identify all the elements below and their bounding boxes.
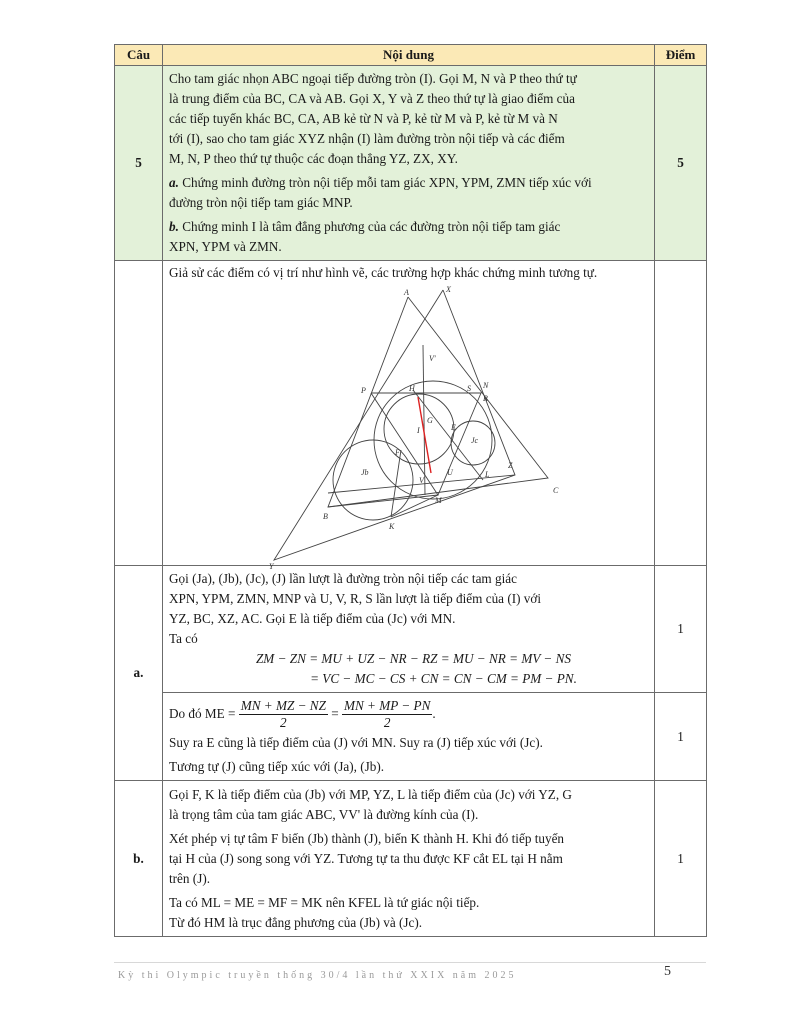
figure-cau-empty — [115, 261, 163, 566]
solution-a2-content — [163, 693, 655, 781]
solution-a1-points: 1 — [655, 566, 707, 693]
part-a-line: Chứng minh đường tròn nội tiếp mỗi tam giác XPN, YPM, ZMN tiếp xúc với — [182, 175, 592, 190]
answer-table — [114, 44, 707, 937]
part-b-line: XPN, YPM và ZMN. — [169, 239, 282, 254]
label-M: M — [435, 496, 442, 505]
solution-a1-content — [163, 566, 655, 693]
header-diem: Điểm — [655, 45, 707, 66]
label-R: R — [483, 394, 488, 403]
label-V: V — [419, 476, 424, 485]
label-Y: Y — [269, 562, 274, 570]
part-b-question — [169, 217, 648, 237]
label-H: H — [409, 384, 415, 393]
equation-1: ZM − ZN = MU + UZ − NR − RZ = MU − NR = MV − NS — [255, 651, 572, 666]
problem-row — [115, 66, 707, 261]
label-B: B — [323, 512, 328, 521]
header-noi-dung: Nội dung — [163, 45, 655, 66]
figure-cell — [163, 261, 655, 570]
footer-text: Kỳ thi Olympic truyền thống 30/4 lần thứ XXIX năm 2025 — [118, 970, 517, 981]
label-I: I — [417, 426, 420, 435]
part-a-question — [169, 173, 648, 193]
solution-a1-line: Gọi (Ja), (Jb), (Jc), (J) lần lượt là đường tròn nội tiếp các tam giác — [169, 571, 517, 586]
part-a-label: a. — [169, 175, 179, 190]
part-b-label: b. — [169, 219, 179, 234]
page-number: 5 — [664, 964, 671, 979]
label-L: L — [485, 470, 490, 479]
label-E: E — [451, 423, 456, 432]
line-b-m — [328, 495, 438, 507]
label-N: N — [483, 381, 489, 390]
line-hl — [413, 390, 483, 480]
do-do-text: Do đó ME = — [169, 706, 236, 721]
label-A: A — [404, 288, 409, 297]
fraction-1-den: 2 — [280, 715, 287, 731]
fraction-1 — [239, 698, 328, 731]
label-Vp: V' — [429, 354, 436, 363]
problem-statement — [163, 66, 655, 261]
figure-diem-empty — [655, 261, 707, 566]
fraction-2 — [342, 698, 432, 731]
footer-divider — [114, 962, 706, 963]
solution-b-line: Xét phép vị tự tâm F biến (Jb) thành (J), biến K thành H. Khi đó tiếp tuyến — [169, 831, 565, 847]
problem-points: 5 — [655, 66, 707, 261]
problem-number: 5 — [115, 66, 163, 261]
fraction-2-den: 2 — [383, 715, 391, 731]
solution-a2-line: Tương tự (J) cũng tiếp xúc với (Ja), (Jb). — [169, 759, 385, 775]
problem-line: tới (I), sao cho tam giác XYZ nhận (I) làm đường tròn nội tiếp và các điểm — [169, 131, 565, 146]
solution-a1-line: YZ, BC, XZ, AC. Gọi E là tiếp điểm của (Jc) với MN. — [169, 611, 456, 626]
me-formula: Do đó ME = $\frac{MN + MZ - NZ}{2}$ = $\frac{MN + MP - PN}{2}$ . — [169, 698, 436, 731]
problem-line: là trung điểm của BC, CA và AB. Gọi X, Y và Z theo thứ tự là giao điểm của — [169, 91, 575, 106]
solution-b-line: Từ đó HM là trục đẳng phương của (Jb) và (Jc). — [169, 915, 423, 931]
label-Jb: Jb — [361, 468, 369, 477]
solution-b-content — [163, 781, 655, 937]
solution-a2-points: 1 — [655, 693, 707, 781]
solution-a-label: a. — [115, 566, 163, 781]
solution-a1-line: XPN, YPM, ZMN, MNP và U, V, R, S lần lượt là tiếp điểm của (I) với — [169, 591, 542, 606]
solution-a1-row — [115, 566, 707, 693]
triangle-xyz — [274, 290, 515, 560]
label-P: P — [361, 386, 366, 395]
solution-a2-line: Suy ra E cũng là tiếp điểm của (J) với MN. Suy ra (J) tiếp xúc với (Jc). — [169, 735, 543, 751]
label-F: F — [395, 448, 400, 457]
fraction-1-num: MN + MZ − NZ — [240, 698, 326, 714]
solution-b-line: trên (J). — [169, 871, 211, 887]
label-G: G — [427, 416, 433, 425]
part-b-line: Chứng minh I là tâm đẳng phương của các đường tròn nội tiếp tam giác — [182, 219, 561, 234]
solution-b-row — [115, 781, 707, 937]
problem-line: M, N, P theo thứ tự thuộc các đoạn thẳng YZ, ZX, XY. — [169, 151, 458, 166]
label-X: X — [446, 285, 451, 294]
fraction-2-num: MN + MP − PN — [343, 698, 431, 714]
table-header-row — [115, 45, 707, 66]
problem-line: Cho tam giác nhọn ABC ngoại tiếp đường tròn (I). Gọi M, N và P theo thứ tự — [169, 71, 577, 86]
header-cau: Câu — [115, 45, 163, 66]
figure-caption: Giả sử các điểm có vị trí như hình vẽ, các trường hợp khác chứng minh tương tự. — [169, 265, 598, 280]
label-U: U — [447, 468, 453, 477]
solution-b-line: là trọng tâm của tam giác ABC, VV' là đường kính của (I). — [169, 807, 479, 823]
solution-b-line: tại H của (J) song song với YZ. Tương tự ta thu được KF cắt EL tại H nằm — [169, 851, 563, 867]
line-km — [391, 495, 438, 517]
part-a-line: đường tròn nội tiếp tam giác MNP. — [169, 195, 353, 210]
solution-b-label: b. — [115, 781, 163, 937]
solution-b-points: 1 — [655, 781, 707, 937]
label-Z: Z — [508, 461, 513, 470]
label-K: K — [389, 522, 395, 531]
solution-a2-row — [115, 693, 707, 781]
solution-a1-line: Ta có — [169, 631, 198, 646]
figure-labels — [269, 285, 559, 570]
solution-b-line: Gọi F, K là tiếp điểm của (Jb) với MP, YZ, L là tiếp điểm của (Jc) với YZ, G — [169, 787, 572, 803]
problem-line: các tiếp tuyến khác BC, CA, AB kẻ từ N và P, kẻ từ M và P, kẻ từ M và N — [169, 111, 558, 126]
label-C: C — [553, 486, 559, 495]
label-S: S — [467, 384, 471, 393]
geometry-diagram — [163, 285, 655, 570]
label-Jc: Jc — [471, 436, 479, 445]
geometry-figure — [163, 285, 655, 570]
figure-row — [115, 261, 707, 566]
equation-2: = VC − MC − CS + CN = CN − CM = PM − PN. — [310, 671, 577, 686]
solution-b-line: Ta có ML = ME = MF = MK nên KFEL là tứ giác nội tiếp. — [169, 895, 480, 911]
